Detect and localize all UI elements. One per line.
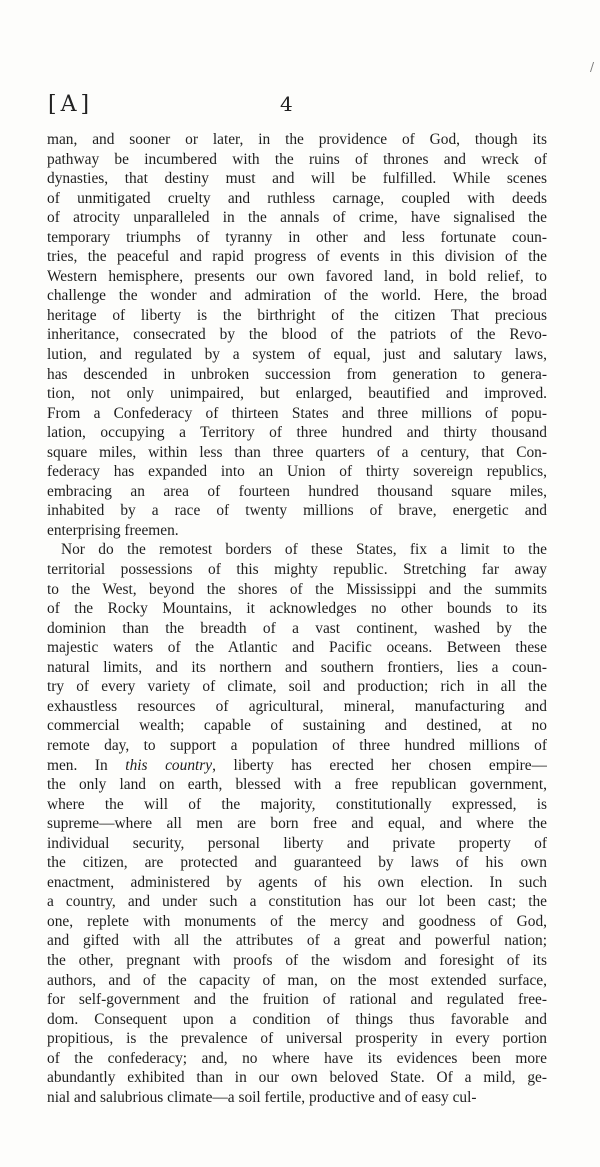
text-line: tries, the peaceful and rapid progress of events in this division of the (47, 248, 547, 266)
text-line: the only land on earth, blessed with a free republican government, (47, 776, 547, 794)
text-line: abundantly exhibited than in our own beloved State. Of a mild, ge- (47, 1069, 547, 1087)
signature-mark: [A] (48, 92, 94, 117)
text-line: authors, and of the capacity of man, on the most extended surface, (47, 971, 547, 989)
text-line: supreme—where all men are born free and equal, and where the (47, 815, 547, 833)
text-line: enterprising freemen. (47, 521, 179, 539)
text-line: heritage of liberty is the birthright of the citizen That precious (47, 306, 547, 324)
text-line: has descended in unbroken succession from generation to genera- (47, 365, 547, 383)
text-line: territorial possessions of this mighty republic. Stretching far away (47, 561, 547, 579)
edge-mark: / (590, 60, 595, 74)
text-line: inheritance, consecrated by the blood of the patriots of the Revo- (47, 326, 547, 344)
text-line: dynasties, that destiny must and will be fulfilled. While scenes (47, 170, 547, 188)
text-line: lution, and regulated by a system of equal, just and salutary laws, (47, 346, 547, 364)
text-line: natural limits, and its northern and southern frontiers, lies a coun- (47, 658, 547, 676)
text-line: where the will of the majority, constitutionally expressed, is (47, 795, 547, 813)
text-line: and gifted with all the attributes of a great and powerful nation; (47, 932, 547, 950)
text-line: individual security, personal liberty and private property of (47, 834, 547, 852)
text-line: man, and sooner or later, in the providence of God, though its (47, 131, 547, 148)
text-line: majestic waters of the Atlantic and Pacific oceans. Between these (47, 639, 547, 657)
text-line: remote day, to support a population of three hundred millions of (47, 736, 547, 754)
text-line: the citizen, are protected and guaranteed by laws of his own (47, 854, 547, 872)
text-line: embracing an area of fourteen hundred thousand square miles, (47, 482, 547, 500)
text-line: tion, not only unimpaired, but enlarged, beautified and improved. (47, 385, 547, 403)
text-line: of the Rocky Mountains, it acknowledges no other bounds to its (47, 600, 547, 618)
text-line: propitious, is the prevalence of universal prosperity in every portion (47, 1030, 547, 1048)
text-line: dom. Consequent upon a condition of things thus favorable and (47, 1010, 547, 1028)
text-line: pathway be incumbered with the ruins of thrones and wreck of (47, 150, 547, 168)
text-line: commercial wealth; capable of sustaining and destined, at no (47, 717, 547, 735)
text-line: challenge the wonder and admiration of the world. Here, the broad (47, 287, 547, 305)
page-number: 4 (280, 92, 293, 116)
text-line: federacy has expanded into an Union of thirty sovereign republics, (47, 463, 547, 481)
text-line: inhabited by a race of twenty millions of brave, energetic and (47, 502, 547, 520)
page-header (48, 92, 548, 120)
text-line: try of every variety of climate, soil and production; rich in all the (47, 678, 547, 696)
text-line: Nor do the remotest borders of these States, fix a limit to the (61, 541, 547, 559)
paragraph (47, 130, 547, 540)
text-line: dominion than the breadth of a vast continent, washed by the (47, 619, 547, 637)
text-line: lation, occupying a Territory of three hundred and thirty thousand (47, 424, 547, 442)
text-line: for self-government and the fruition of rational and regulated free- (47, 991, 547, 1009)
text-line: one, replete with monuments of the mercy and goodness of God, (47, 912, 547, 930)
text-line: Western hemisphere, presents our own favored land, in bold relief, to (47, 267, 547, 285)
paragraph (47, 540, 547, 1107)
text-line: exhaustless resources of agricultural, mineral, manufacturing and (47, 697, 547, 715)
text-line: From a Confederacy of thirteen States and three millions of popu- (47, 404, 547, 422)
text-line: of atrocity unparalleled in the annals of crime, have signalised the (47, 209, 547, 227)
text-line: the other, pregnant with proofs of the wisdom and foresight of its (47, 951, 547, 969)
text-line: square miles, within less than three quarters of a century, that Con- (47, 443, 547, 461)
text-line: of unmitigated cruelty and ruthless carnage, coupled with deeds (47, 189, 547, 207)
text-line: to the West, beyond the shores of the Mississippi and the summits (47, 580, 547, 598)
text-line: temporary triumphs of tyranny in other and less fortunate coun- (47, 228, 547, 246)
text-line: of the confederacy; and, no where have its evidences been more (47, 1049, 547, 1067)
text-line: enactment, administered by agents of his own election. In such (47, 873, 547, 891)
text-line: men. In this country, liberty has erected her chosen empire— (47, 756, 547, 774)
body-text (47, 130, 547, 1107)
text-line: nial and salubrious climate—a soil fertile, productive and of easy cul- (47, 1088, 477, 1106)
text-line: a country, and under such a constitution has our lot been cast; the (47, 893, 547, 911)
